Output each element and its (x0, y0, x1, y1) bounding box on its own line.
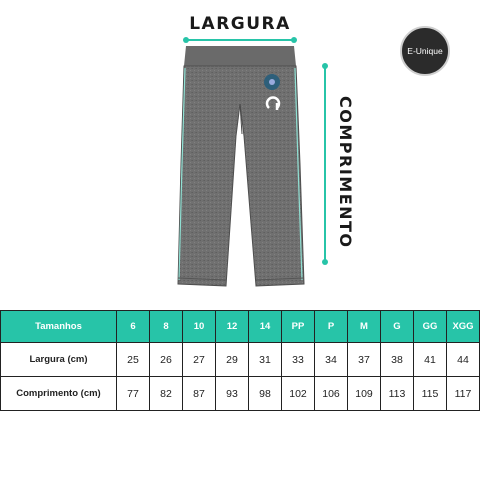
size-header-cell: XGG (447, 311, 480, 343)
table-cell: 31 (249, 343, 282, 377)
table-cell: 98 (249, 377, 282, 411)
table-cell: 37 (348, 343, 381, 377)
brand-badge: E-Unique (400, 26, 450, 76)
size-header-cell: GG (414, 311, 447, 343)
table-cell: 33 (282, 343, 315, 377)
size-header-cell: 6 (117, 311, 150, 343)
size-header-cell: 12 (216, 311, 249, 343)
table-cell: 25 (117, 343, 150, 377)
row-label: Comprimento (cm) (1, 377, 117, 411)
table-cell: 44 (447, 343, 480, 377)
size-header-cell: 14 (249, 311, 282, 343)
table-cell: 34 (315, 343, 348, 377)
width-measure-line (186, 39, 294, 41)
size-header-label: Tamanhos (1, 311, 117, 343)
pants-image (176, 44, 306, 292)
size-header-cell: G (381, 311, 414, 343)
table-cell: 113 (381, 377, 414, 411)
table-cell: 106 (315, 377, 348, 411)
table-cell: 82 (150, 377, 183, 411)
largura-row (1, 343, 480, 377)
table-cell: 115 (414, 377, 447, 411)
table-cell: 26 (150, 343, 183, 377)
size-header-cell: 8 (150, 311, 183, 343)
table-cell: 109 (348, 377, 381, 411)
table-cell: 38 (381, 343, 414, 377)
size-table (0, 310, 480, 411)
size-header-cell: M (348, 311, 381, 343)
row-label: Largura (cm) (1, 343, 117, 377)
comprimento-label: COMPRIMENTO (336, 96, 355, 249)
table-cell: 87 (183, 377, 216, 411)
table-cell: 93 (216, 377, 249, 411)
largura-label: LARGURA (189, 14, 291, 34)
table-cell: 117 (447, 377, 480, 411)
size-header-row (1, 311, 480, 343)
table-cell: 77 (117, 377, 150, 411)
size-header-cell: PP (282, 311, 315, 343)
table-cell: 41 (414, 343, 447, 377)
comprimento-row (1, 377, 480, 411)
size-header-cell: P (315, 311, 348, 343)
table-cell: 27 (183, 343, 216, 377)
size-header-cell: 10 (183, 311, 216, 343)
table-cell: 29 (216, 343, 249, 377)
length-measure-line (324, 66, 326, 262)
table-cell: 102 (282, 377, 315, 411)
